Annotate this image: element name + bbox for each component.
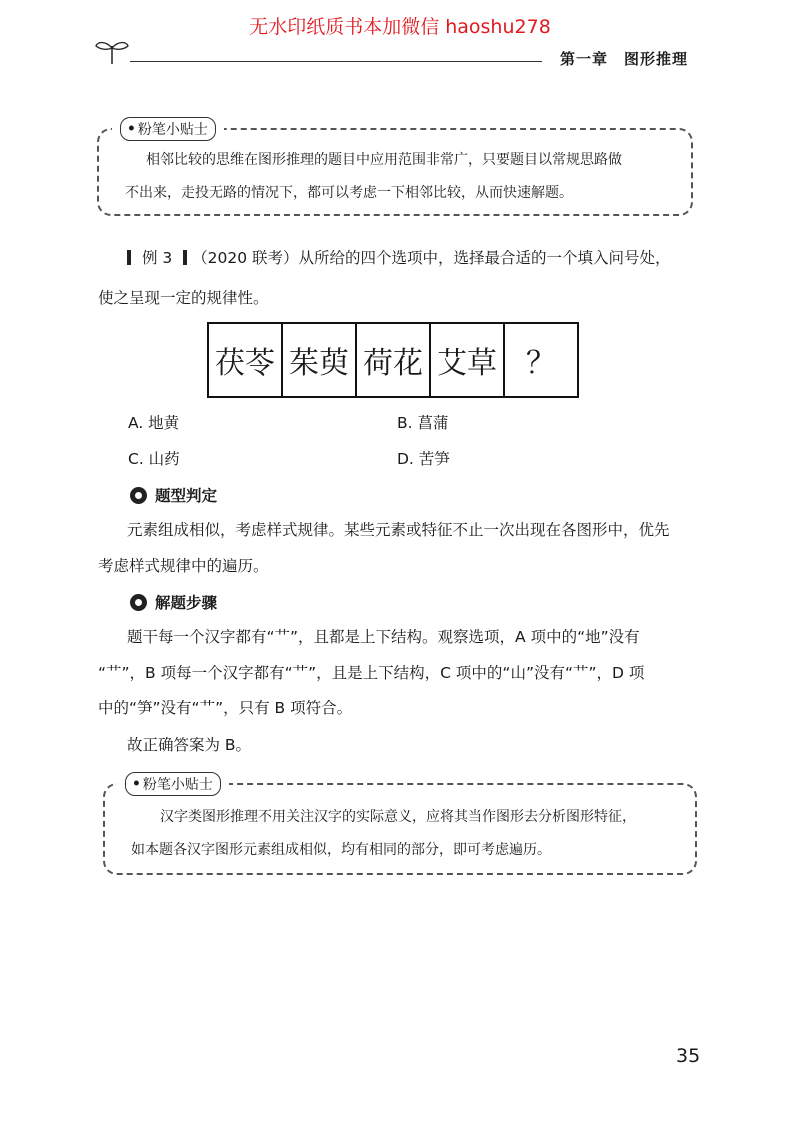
bracket-mark-right: [183, 250, 187, 265]
steps-line-2: “艹”，B 项每一个汉字都有“艹”，且是上下结构，C 项中的“山”没有“艹”，D 项: [98, 664, 645, 682]
example-label: 例 3: [141, 249, 173, 267]
question-text-1: 从所给的四个选项中，选择最合适的一个填入问号处，: [298, 249, 671, 267]
question-text-2: 使之呈现一定的规律性。: [98, 289, 269, 307]
tip-label-text-2: 粉笔小贴士: [142, 777, 213, 793]
sprout-icon: [93, 36, 131, 66]
steps-line-1: 题干每一个汉字都有“艹”，且都是上下结构。观察选项，A 项中的“地”没有: [127, 628, 640, 646]
option-a: A. 地黄: [128, 414, 180, 432]
sprout-small-icon: ꔷ: [128, 121, 135, 137]
tip1-line-2: 不出来，走投无路的情况下，都可以考虑一下相邻比较，从而快速解题。: [125, 185, 573, 201]
tip-label-2: [117, 772, 229, 796]
tip-pill: [120, 117, 216, 141]
example-source: （2020 联考）: [192, 249, 299, 267]
example-heading: [127, 240, 671, 276]
option-c: C. 山药: [128, 450, 180, 468]
page-number: 35: [676, 1045, 701, 1067]
figure-row: [207, 322, 579, 398]
steps-icon: [130, 594, 147, 611]
watermark-text: 无水印纸质书本加微信 haoshu278: [249, 16, 551, 38]
section-steps-heading: [130, 591, 217, 613]
steps-line-3: 中的“笋”没有“艹”，只有 B 项符合。: [98, 699, 353, 717]
section-type-title: 题型判定: [155, 487, 218, 505]
type-line-1: 元素组成相似，考虑样式规律。某些元素或特征不止一次出现在各图形中，优先: [127, 521, 670, 539]
answer-line: 故正确答案为 B。: [127, 736, 252, 754]
type-line-2: 考虑样式规律中的遍历。: [98, 557, 269, 575]
bracket-mark-left: [127, 250, 131, 265]
option-b: B. 菖蒲: [397, 414, 449, 432]
figure-cell-1: 茯苓: [209, 324, 283, 396]
tip-label-text: 粉笔小贴士: [137, 122, 208, 138]
tip2-line-2: 如本题各汉字图形元素组成相似，均有相同的部分，即可考虑遍历。: [131, 842, 551, 858]
tip2-line-1: 汉字类图形推理不用关注汉字的实际意义，应将其当作图形去分析图形特征，: [160, 809, 636, 825]
header-rule: [130, 61, 542, 62]
sprout-small-icon-2: ꔷ: [133, 776, 140, 792]
chapter-title: 第一章 图形推理: [559, 50, 688, 68]
section-steps-title: 解题步骤: [155, 594, 218, 612]
option-d: D. 苦笋: [397, 450, 450, 468]
section-type-heading: [130, 484, 217, 506]
tip1-line-1: 相邻比较的思维在图形推理的题目中应用范围非常广，只要题目以常规思路做: [146, 152, 622, 168]
figure-cell-4: 艾草: [431, 324, 505, 396]
figure-cell-2: 茱萸: [283, 324, 357, 396]
figure-cell-3: 荷花: [357, 324, 431, 396]
tip-pill-2: [125, 772, 221, 796]
tip-label-1: [112, 117, 224, 141]
figure-cell-question: ？: [526, 346, 556, 381]
gear-icon: [130, 487, 147, 504]
